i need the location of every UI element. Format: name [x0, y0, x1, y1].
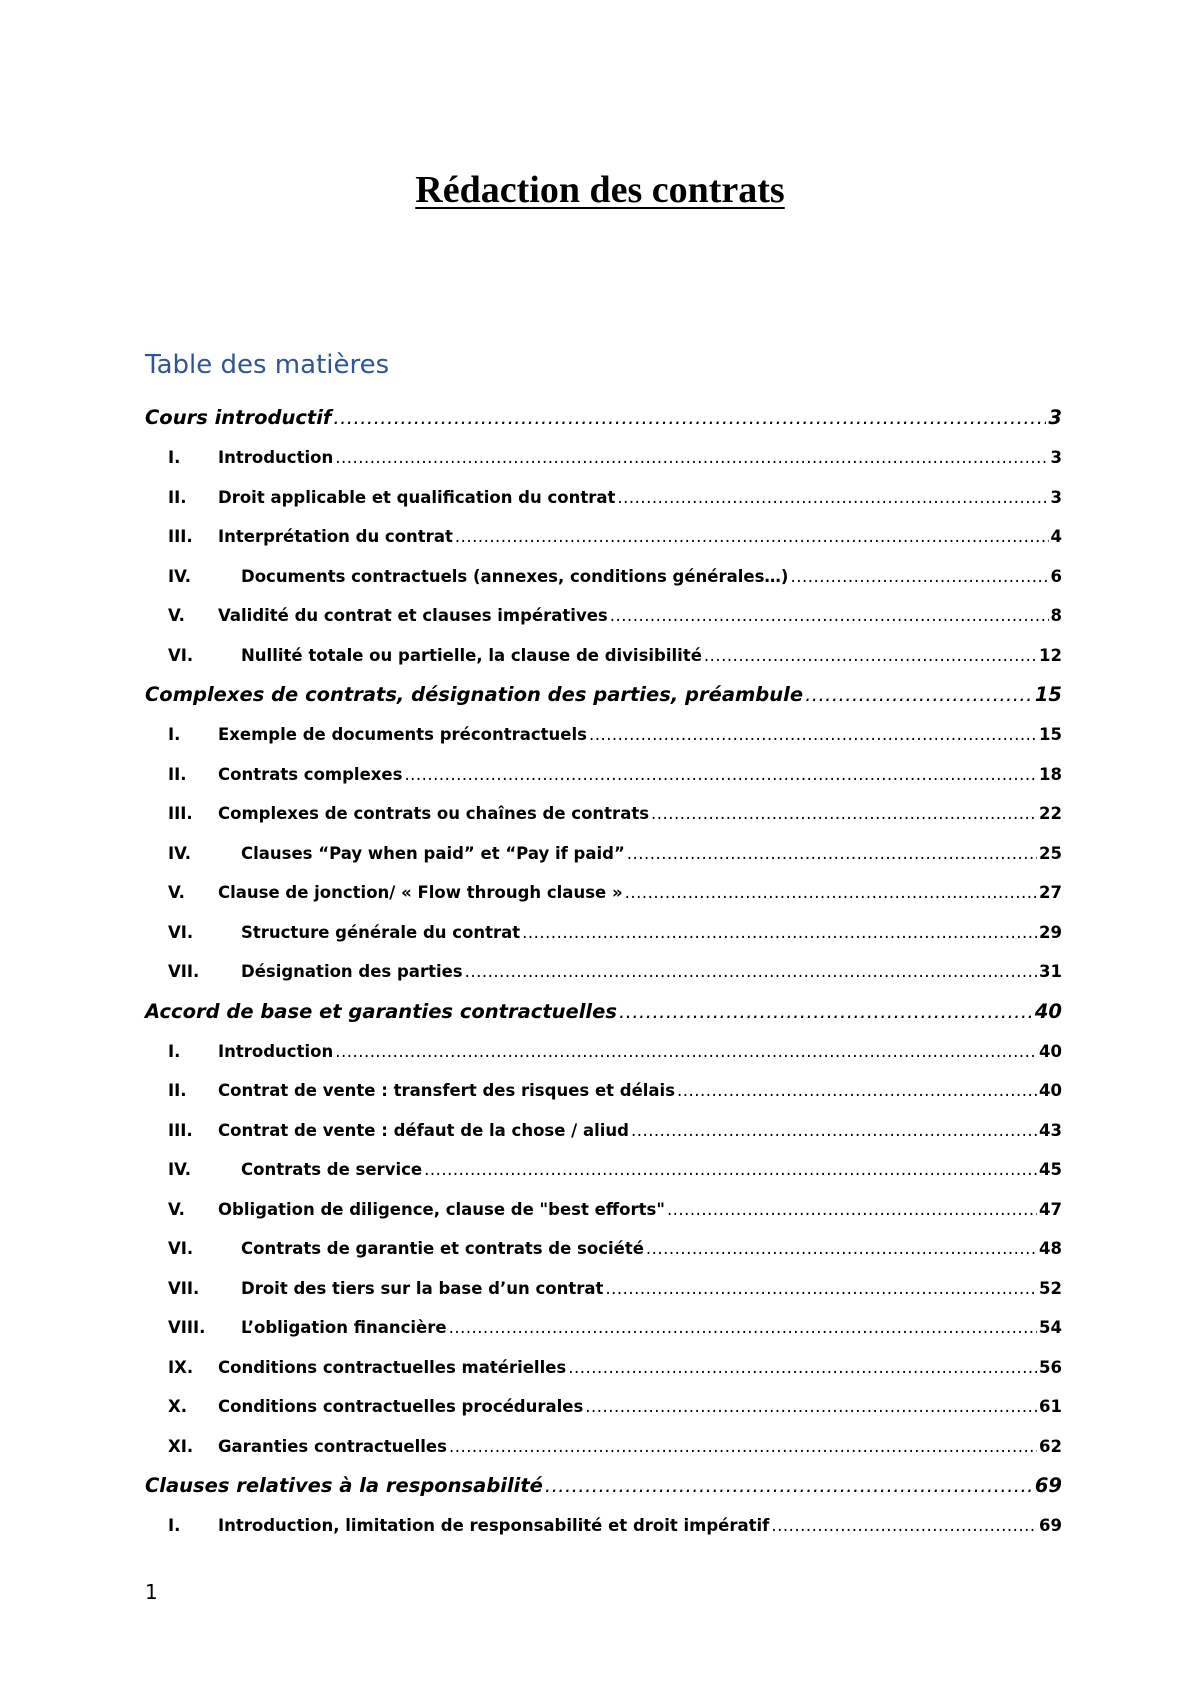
toc-entry-page-number: 18	[1039, 764, 1062, 784]
toc-entry-number: IX.	[168, 1357, 194, 1377]
toc-heading: Table des matières	[145, 350, 390, 380]
toc-entry-number: V.	[168, 883, 185, 902]
toc-dot-leader	[619, 992, 1033, 1032]
toc-dot-leader	[617, 478, 1048, 518]
toc-entry-page-number: 15	[1039, 725, 1062, 744]
toc-entry-label: Accord de base et garanties contractuelles	[145, 999, 617, 1023]
toc-item-entry[interactable]	[145, 438, 1062, 478]
toc-dot-leader	[589, 715, 1037, 755]
toc-entry-number: XI.	[168, 1436, 194, 1456]
toc-entry-number: I.	[168, 1041, 181, 1061]
toc-section-entry[interactable]	[145, 992, 1062, 1032]
toc-entry-page-number: 29	[1039, 922, 1062, 942]
toc-item-entry[interactable]	[145, 636, 1062, 676]
toc-entry-label: Documents contractuels (annexes, conditions générales…)	[241, 566, 789, 586]
toc-dot-leader	[790, 557, 1048, 597]
toc-dot-leader	[424, 1150, 1037, 1190]
toc-entry-number: VIII.	[168, 1318, 206, 1337]
toc-dot-leader	[449, 1427, 1037, 1467]
toc-entry-page-number: 61	[1039, 1397, 1062, 1416]
toc-entry-label: Droit applicable et qualification du contrat	[218, 487, 616, 507]
toc-dot-leader	[605, 1269, 1037, 1309]
toc-entry-label: L’obligation financière	[241, 1318, 447, 1337]
document-title: Rédaction des contrats	[415, 169, 785, 211]
toc-entry-number: V.	[168, 1199, 185, 1219]
toc-entry-label: Contrats complexes	[218, 764, 403, 784]
toc-entry-label: Contrat de vente : défaut de la chose / aliud	[218, 1120, 629, 1140]
toc-dot-leader	[677, 1071, 1037, 1111]
toc-dot-leader	[667, 1190, 1037, 1230]
toc-dot-leader	[568, 1348, 1037, 1388]
toc-entry-label: Clauses “Pay when paid” et “Pay if paid”	[241, 843, 625, 863]
toc-section-entry[interactable]	[145, 1466, 1062, 1506]
toc-item-entry[interactable]	[145, 1111, 1062, 1151]
toc-item-entry[interactable]	[145, 834, 1062, 874]
toc-entry-number: VI.	[168, 645, 194, 665]
toc-entry-page-number: 8	[1050, 606, 1062, 625]
toc-entry-page-number: 54	[1039, 1318, 1062, 1337]
toc-item-entry[interactable]	[145, 1150, 1062, 1190]
toc-entry-page-number: 62	[1039, 1436, 1062, 1456]
toc-section-entry[interactable]	[145, 675, 1062, 715]
toc-entry-number: VII.	[168, 962, 200, 981]
toc-item-entry[interactable]	[145, 1308, 1062, 1348]
toc-item-entry[interactable]	[145, 1348, 1062, 1388]
toc-entry-number: III.	[168, 527, 193, 546]
toc-entry-number: IV.	[168, 1160, 192, 1179]
toc-entry-label: Droit des tiers sur la base d’un contrat	[241, 1278, 604, 1298]
toc-entry-page-number: 43	[1039, 1120, 1062, 1140]
toc-item-entry[interactable]	[145, 1071, 1062, 1111]
toc-entry-page-number: 40	[1034, 999, 1062, 1023]
toc-entry-label: Structure générale du contrat	[241, 922, 521, 942]
toc-entry-number: VI.	[168, 1239, 194, 1258]
toc-entry-number: III.	[168, 1120, 193, 1140]
toc-dot-leader	[455, 517, 1049, 557]
toc-dot-leader	[771, 1506, 1037, 1546]
toc-entry-label: Clause de jonction/ « Flow through clause »	[218, 883, 623, 902]
toc-dot-leader	[545, 1466, 1033, 1506]
toc-entry-page-number: 56	[1039, 1357, 1062, 1377]
toc-entry-number: II.	[168, 487, 187, 507]
toc-dot-leader	[585, 1387, 1037, 1427]
toc-dot-leader	[333, 398, 1046, 438]
toc-dot-leader	[625, 873, 1037, 913]
toc-entry-page-number: 25	[1039, 843, 1062, 863]
toc-entry-label: Conditions contractuelles matérielles	[218, 1357, 567, 1377]
toc-entry-page-number: 15	[1034, 683, 1062, 706]
toc-entry-number: II.	[168, 764, 187, 784]
toc-entry-number: I.	[168, 448, 181, 467]
toc-entry-label: Conditions contractuelles procédurales	[218, 1397, 584, 1416]
toc-dot-leader	[631, 1111, 1037, 1151]
toc-item-entry[interactable]	[145, 596, 1062, 636]
toc-entry-number: IV.	[168, 566, 192, 586]
toc-entry-page-number: 3	[1050, 448, 1062, 467]
toc-entry-number: X.	[168, 1397, 187, 1416]
toc-entry-number: VI.	[168, 922, 194, 942]
toc-entry-label: Nullité totale ou partielle, la clause de divisibilité	[241, 645, 702, 665]
toc-item-entry[interactable]	[145, 478, 1062, 518]
toc-item-entry[interactable]	[145, 1190, 1062, 1230]
toc-entry-page-number: 31	[1039, 962, 1062, 981]
toc-entry-number: I.	[168, 1516, 181, 1535]
toc-dot-leader	[335, 1032, 1037, 1072]
toc-entry-page-number: 22	[1039, 804, 1062, 823]
toc-dot-leader	[805, 675, 1033, 715]
toc-item-entry[interactable]	[145, 715, 1062, 755]
toc-entry-label: Obligation de diligence, clause de "best efforts"	[218, 1199, 665, 1219]
toc-entry-label: Introduction	[218, 1041, 334, 1061]
toc-entry-label: Complexes de contrats, désignation des parties, préambule	[145, 683, 804, 706]
toc-entry-label: Validité du contrat et clauses impératives	[218, 606, 608, 625]
toc-item-entry[interactable]	[145, 1506, 1062, 1546]
toc-entry-page-number: 69	[1034, 1474, 1062, 1497]
toc-dot-leader	[651, 794, 1037, 834]
toc-entry-page-number: 3	[1050, 487, 1062, 507]
toc-item-entry[interactable]	[145, 557, 1062, 597]
toc-entry-number: V.	[168, 606, 185, 625]
toc-entry-label: Cours introductif	[145, 406, 332, 429]
page-number: 1	[145, 1580, 158, 1604]
toc-dot-leader	[627, 834, 1037, 874]
toc-item-entry[interactable]	[145, 517, 1062, 557]
toc-section-entry[interactable]	[145, 398, 1062, 438]
toc-dot-leader	[610, 596, 1049, 636]
toc-item-entry[interactable]	[145, 1229, 1062, 1269]
toc-dot-leader	[465, 952, 1037, 992]
toc-dot-leader	[522, 913, 1037, 953]
toc-item-entry[interactable]	[145, 794, 1062, 834]
toc-entry-label: Complexes de contrats ou chaînes de contrats	[218, 804, 650, 823]
toc-entry-label: Introduction, limitation de responsabilité et droit impératif	[218, 1516, 770, 1535]
toc-item-entry[interactable]	[145, 1032, 1062, 1072]
toc-entry-number: VII.	[168, 1278, 200, 1298]
toc-entry-number: II.	[168, 1081, 187, 1100]
toc-item-entry[interactable]	[145, 1427, 1062, 1467]
toc-entry-label: Interprétation du contrat	[218, 527, 453, 546]
toc-entry-page-number: 6	[1050, 566, 1062, 586]
toc-entry-page-number: 3	[1048, 406, 1062, 429]
table-of-contents	[145, 398, 1062, 1546]
toc-entry-label: Clauses relatives à la responsabilité	[145, 1474, 543, 1497]
toc-item-entry[interactable]	[145, 873, 1062, 913]
toc-item-entry[interactable]	[145, 1269, 1062, 1309]
toc-entry-page-number: 52	[1039, 1278, 1062, 1298]
toc-item-entry[interactable]	[145, 952, 1062, 992]
toc-entry-label: Garanties contractuelles	[218, 1436, 447, 1456]
toc-entry-number: I.	[168, 725, 181, 744]
toc-dot-leader	[704, 636, 1037, 676]
toc-entry-label: Contrats de garantie et contrats de société	[241, 1239, 644, 1258]
toc-entry-page-number: 12	[1039, 645, 1062, 665]
toc-entry-label: Contrat de vente : transfert des risques et délais	[218, 1081, 676, 1100]
toc-entry-page-number: 69	[1039, 1516, 1062, 1535]
toc-entry-page-number: 27	[1039, 883, 1062, 902]
toc-entry-page-number: 48	[1039, 1239, 1062, 1258]
toc-entry-page-number: 4	[1050, 527, 1062, 546]
toc-item-entry[interactable]	[145, 1387, 1062, 1427]
toc-dot-leader	[404, 755, 1037, 795]
toc-entry-page-number: 45	[1039, 1160, 1062, 1179]
toc-dot-leader	[646, 1229, 1037, 1269]
toc-entry-page-number: 40	[1039, 1081, 1062, 1100]
toc-entry-page-number: 40	[1039, 1041, 1062, 1061]
toc-dot-leader	[449, 1308, 1037, 1348]
toc-item-entry[interactable]	[145, 913, 1062, 953]
toc-item-entry[interactable]	[145, 755, 1062, 795]
toc-dot-leader	[335, 438, 1048, 478]
toc-entry-number: IV.	[168, 843, 192, 863]
toc-entry-label: Contrats de service	[241, 1160, 423, 1179]
toc-entry-label: Désignation des parties	[241, 962, 463, 981]
toc-entry-label: Exemple de documents précontractuels	[218, 725, 587, 744]
toc-entry-label: Introduction	[218, 448, 334, 467]
toc-entry-number: III.	[168, 804, 193, 823]
toc-entry-page-number: 47	[1039, 1199, 1062, 1219]
